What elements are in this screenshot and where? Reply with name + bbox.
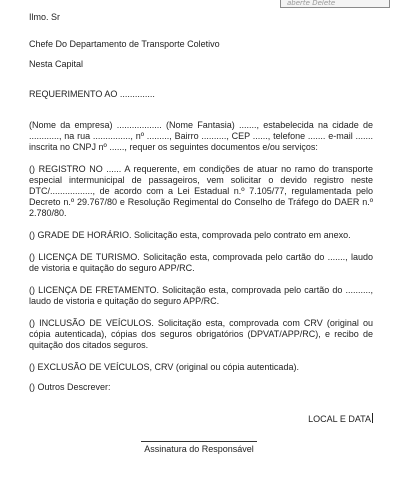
local-date-line bbox=[29, 413, 373, 425]
salutation: Ilmo. Sr bbox=[29, 12, 61, 22]
item-outros: () Outros Descrever: bbox=[29, 382, 111, 392]
item-inclusao-veiculos: () INCLUSÃO DE VEÍCULOS. Solicitação esta, comprovada com CRV (original ou cópia autenticada), cópias dos seguros obrigatórios (DPVAT/APP/RC), e recibo de quitação dos citados seguros. bbox=[29, 318, 373, 350]
request-heading: REQUERIMENTO AO .............. bbox=[29, 89, 155, 99]
item-licenca-fretamento: () LICENÇA DE FRETAMENTO. Solicitação esta, comprovada pelo cartão do .........., laudo de vistoria e quitação do seguro APP/RC. bbox=[29, 285, 373, 306]
item-grade-horario: () GRADE DE HORÁRIO. Solicitação esta, comprovada pelo contrato em anexo. bbox=[29, 230, 351, 240]
text-cursor bbox=[372, 413, 373, 423]
toolbar-tab-label: aberte Delete bbox=[287, 0, 336, 7]
recipient-line: Chefe Do Departamento de Transporte Coletivo bbox=[29, 39, 220, 49]
signature-label: Assinatura do Responsável bbox=[144, 444, 254, 454]
document-body bbox=[29, 12, 373, 425]
location-line: Nesta Capital bbox=[29, 59, 84, 69]
item-licenca-turismo: () LICENÇA DE TURISMO. Solicitação esta, comprovada pelo cartão do ......., laudo de vistoria e quitação do seguro APP/RC. bbox=[29, 252, 373, 273]
item-registro: () REGISTRO NO ...... A requerente, em condições de atuar no ramo do transporte especial intermunicipal de passageiros, vem solicitar o devido registro neste DTC/................., de acordo com a Lei Estadual n.º 7.105/77, regulamentada pelo Decreto n.º 29.767/80 e Resolução Regimental do Conselho de Tráfego do DAER n.º 2.780/80. bbox=[29, 164, 373, 218]
item-exclusao-veiculos: () EXCLUSÃO DE VEÍCULOS, CRV (original ou cópia autenticada). bbox=[29, 362, 299, 372]
toolbar-tab[interactable] bbox=[280, 0, 390, 8]
local-date-text: LOCAL E DATA bbox=[308, 414, 371, 424]
intro-paragraph: (Nome da empresa) .................. (Nome Fantasia) ......., estabelecida na cidade de ............, na rua ..............., nº ........., Bairro .........., CEP ......, telefone ....... e-mail ....... inscrita no CNPJ nº ......, requer os seguintes documentos e/ou serviços: bbox=[29, 120, 373, 152]
signature-line bbox=[141, 441, 257, 442]
